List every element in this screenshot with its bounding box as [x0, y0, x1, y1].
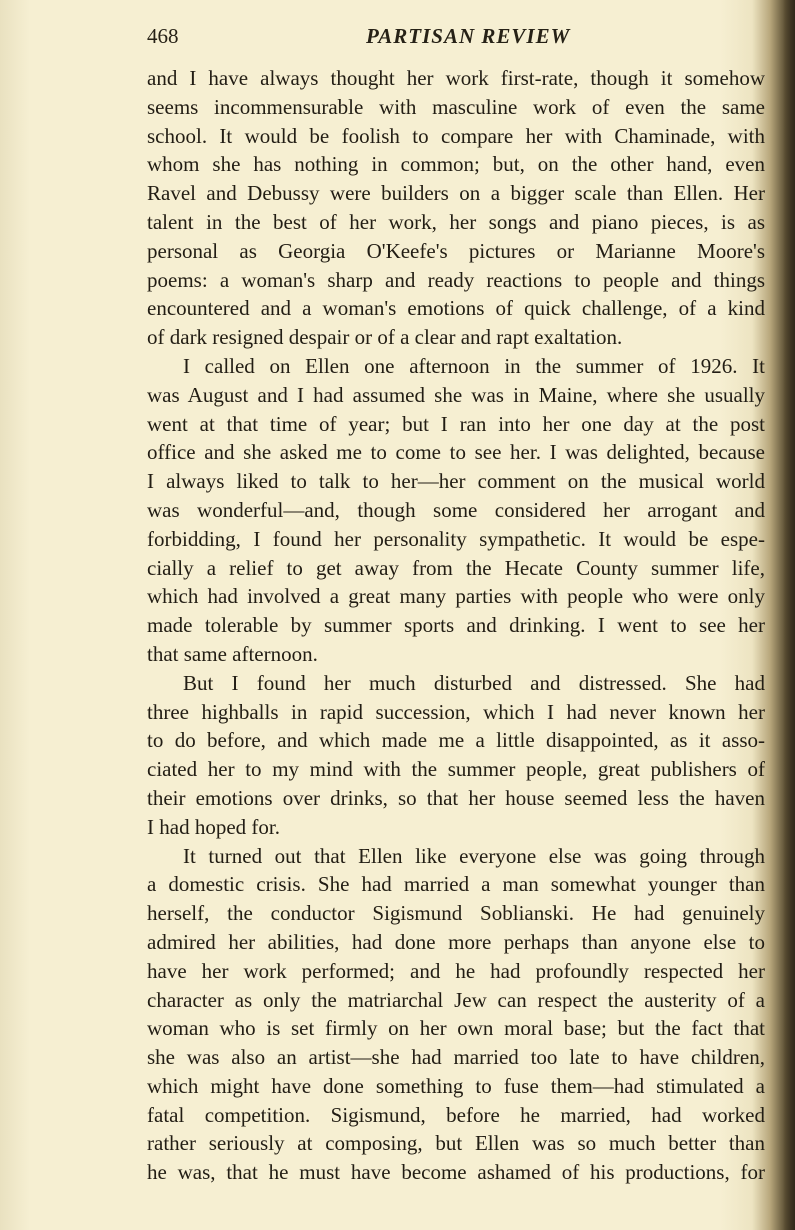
page-number: 468: [147, 24, 179, 48]
text-line: cially a relief to get away from the Hecate County summer life,: [147, 555, 765, 580]
text-line: rather seriously at composing, but Ellen was so much better than: [147, 1131, 765, 1156]
text-line: fatal competition. Sigismund, before he married, had worked: [147, 1102, 765, 1127]
text-line: that same afternoon.: [147, 641, 318, 666]
text-line: she was also an artist—she had married too late to have children,: [147, 1045, 765, 1070]
text-line: herself, the conductor Sigismund Soblianski. He had genuinely: [147, 901, 765, 926]
text-line: of dark resigned despair or of a clear and rapt exaltation.: [147, 325, 623, 350]
text-line: made tolerable by summer sports and drinking. I went to see her: [147, 613, 765, 638]
text-line: three highballs in rapid succession, which I had never known her: [147, 699, 765, 724]
text-line: was wonderful—and, though some considered her arrogant and: [147, 497, 765, 522]
text-line: a domestic crisis. She had married a man somewhat younger than: [147, 872, 765, 897]
running-head: [147, 24, 767, 54]
text-line: I had hoped for.: [147, 814, 280, 839]
text-line: But I found her much disturbed and distressed. She had: [183, 670, 765, 695]
body-text: [147, 64, 765, 1187]
text-line: It turned out that Ellen like everyone else was going through: [183, 843, 765, 868]
text-line: went at that time of year; but I ran into her one day at the post: [147, 411, 765, 436]
text-line: personal as Georgia O'Keefe's pictures or Marianne Moore's: [147, 238, 765, 263]
journal-title: PARTISAN REVIEW: [366, 24, 571, 48]
text-line: school. It would be foolish to compare her with Chaminade, with: [147, 123, 765, 148]
text-line: have her work performed; and he had profoundly respected her: [147, 958, 765, 983]
text-line: which might have done something to fuse them—had stimulated a: [147, 1073, 765, 1098]
text-line: forbidding, I found her personality sympathetic. It would be espe-: [147, 526, 765, 551]
text-line: poems: a woman's sharp and ready reactions to people and things: [147, 267, 765, 292]
text-line: encountered and a woman's emotions of quick challenge, of a kind: [147, 296, 765, 321]
text-line: character as only the matriarchal Jew can respect the austerity of a: [147, 987, 765, 1012]
text-line: talent in the best of her work, her songs and piano pieces, is as: [147, 209, 765, 234]
text-line: their emotions over drinks, so that her house seemed less the haven: [147, 785, 765, 810]
text-line: seems incommensurable with masculine work of even the same: [147, 94, 765, 119]
text-line: ciated her to my mind with the summer people, great publishers of: [147, 757, 765, 782]
text-line: woman who is set firmly on her own moral base; but the fact that: [147, 1016, 765, 1041]
text-line: whom she has nothing in common; but, on the other hand, even: [147, 152, 765, 177]
text-line: I always liked to talk to her—her comment on the musical world: [147, 469, 765, 494]
text-line: I called on Ellen one afternoon in the summer of 1926. It: [183, 353, 765, 378]
text-line: Ravel and Debussy were builders on a bigger scale than Ellen. Her: [147, 181, 765, 206]
book-spine-shadow: [783, 0, 795, 1230]
text-line: office and she asked me to come to see her. I was delighted, because: [147, 440, 765, 465]
text-line: was August and I had assumed she was in Maine, where she usually: [147, 382, 765, 407]
text-line: and I have always thought her work first-rate, though it somehow: [147, 66, 765, 90]
text-line: admired her abilities, had done more perhaps than anyone else to: [147, 929, 765, 954]
text-line: to do before, and which made me a little disappointed, as it asso-: [147, 728, 765, 753]
text-line: which had involved a great many parties with people who were only: [147, 584, 765, 609]
text-line: he was, that he must have become ashamed of his productions, for: [147, 1160, 765, 1185]
